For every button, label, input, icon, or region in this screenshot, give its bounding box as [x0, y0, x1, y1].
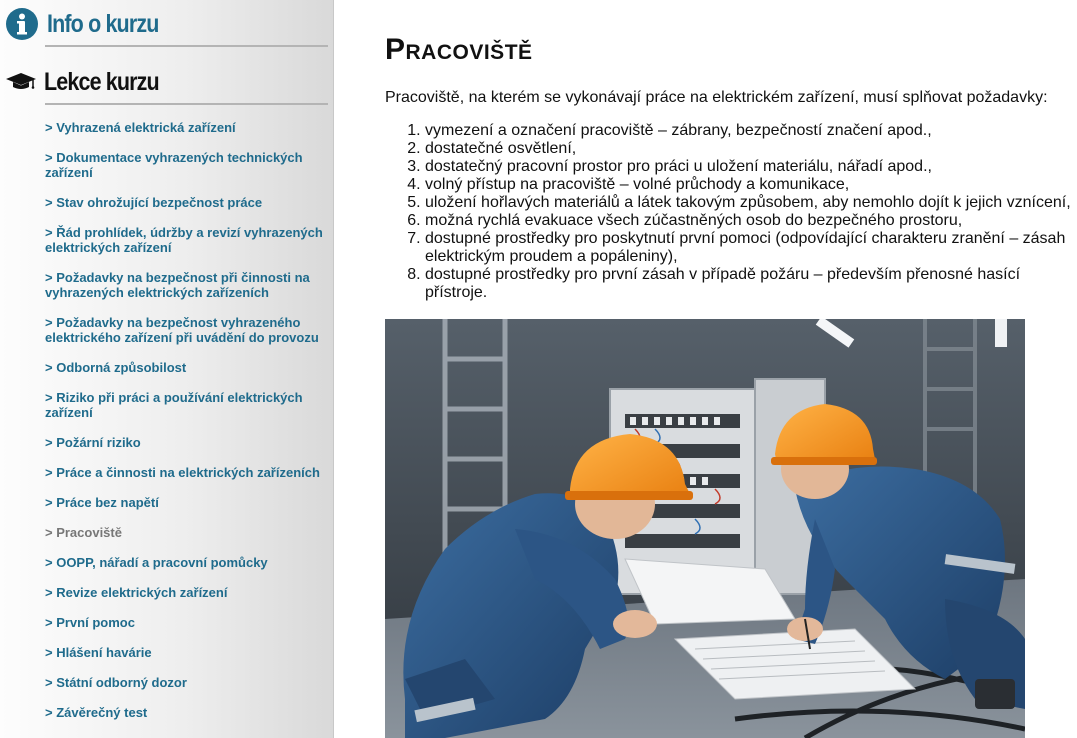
requirement-item: 6. možná rychlá evakuace všech zúčastněných osob do bezpečného prostoru,: [425, 212, 1075, 230]
requirement-item: 1. vymezení a označení pracoviště – zábrany, bezpečností značení apod.,: [425, 122, 1075, 140]
lesson-link[interactable]: > Stav ohrožující bezpečnost práce: [45, 195, 263, 210]
lesson-link: > Pracoviště: [45, 525, 122, 540]
lesson-link[interactable]: > Požární riziko: [45, 435, 141, 450]
requirement-item: 3. dostatečný pracovní prostor pro práci u uložení materiálu, nářadí apod.,: [425, 158, 1075, 176]
info-heading-label: Info o kurzu: [47, 9, 159, 38]
lesson-link[interactable]: > Revize elektrických zařízení: [45, 585, 228, 600]
lesson-link[interactable]: > Odborná způsobilost: [45, 360, 187, 375]
requirement-item: 2. dostatečné osvětlení,: [425, 140, 1075, 158]
divider: [45, 103, 328, 105]
lesson-link[interactable]: > Státní odborný dozor: [45, 675, 187, 690]
requirement-item: 8. dostupné prostředky pro první zásah v případě požáru – především přenosné hasící přístroje.: [425, 266, 1075, 302]
lesson-link[interactable]: > Vyhrazená elektrická zařízení: [45, 120, 236, 135]
lesson-link[interactable]: > Požadavky na bezpečnost vyhrazeného elektrického zařízení při uvádění do provozu: [45, 315, 319, 345]
lesson-link[interactable]: > Riziko při práci a používání elektrických zařízení: [45, 390, 303, 420]
lesson-link[interactable]: > Řád prohlídek, údržby a revizí vyhrazených elektrických zařízení: [45, 225, 323, 255]
lesson-link[interactable]: > Požadavky na bezpečnost při činnosti na vyhrazených elektrických zařízeních: [45, 270, 310, 300]
lesson-link[interactable]: > Práce bez napětí: [45, 495, 159, 510]
requirement-item: 5. uložení hořlavých materiálů a látek takovým způsobem, aby nemohlo dojít k jejich vznícení,: [425, 194, 1075, 212]
divider: [45, 45, 328, 47]
lesson-link[interactable]: > První pomoc: [45, 615, 135, 630]
graduation-cap-icon: [6, 72, 36, 92]
lesson-link[interactable]: > OOPP, nářadí a pracovní pomůcky: [45, 555, 268, 570]
workers-photo: [385, 319, 1025, 738]
sidebar: [0, 0, 334, 738]
requirements-list: [385, 122, 1075, 302]
main-content: [334, 0, 1077, 738]
info-heading[interactable]: [6, 6, 177, 42]
lesson-link[interactable]: > Hlášení havárie: [45, 645, 152, 660]
info-icon: [6, 8, 38, 40]
intro-text: Pracoviště, na kterém se vykonávají práce na elektrickém zařízení, musí splňovat požadavky:: [385, 89, 1048, 106]
lesson-link[interactable]: > Práce a činnosti na elektrických zařízeních: [45, 465, 320, 480]
lesson-link[interactable]: > Závěrečný test: [45, 705, 148, 720]
lessons-heading-label: Lekce kurzu: [44, 67, 159, 96]
page-title: Pracoviště: [385, 33, 533, 66]
lesson-link[interactable]: > Dokumentace vyhrazených technických zařízení: [45, 150, 303, 180]
lessons-heading: [6, 64, 178, 100]
requirement-item: 7. dostupné prostředky pro poskytnutí první pomoci (odpovídající charakteru zranění – zásah elektrickým proudem a popáleniny),: [425, 230, 1075, 266]
requirement-item: 4. volný přístup na pracoviště – volné průchody a komunikace,: [425, 176, 1075, 194]
